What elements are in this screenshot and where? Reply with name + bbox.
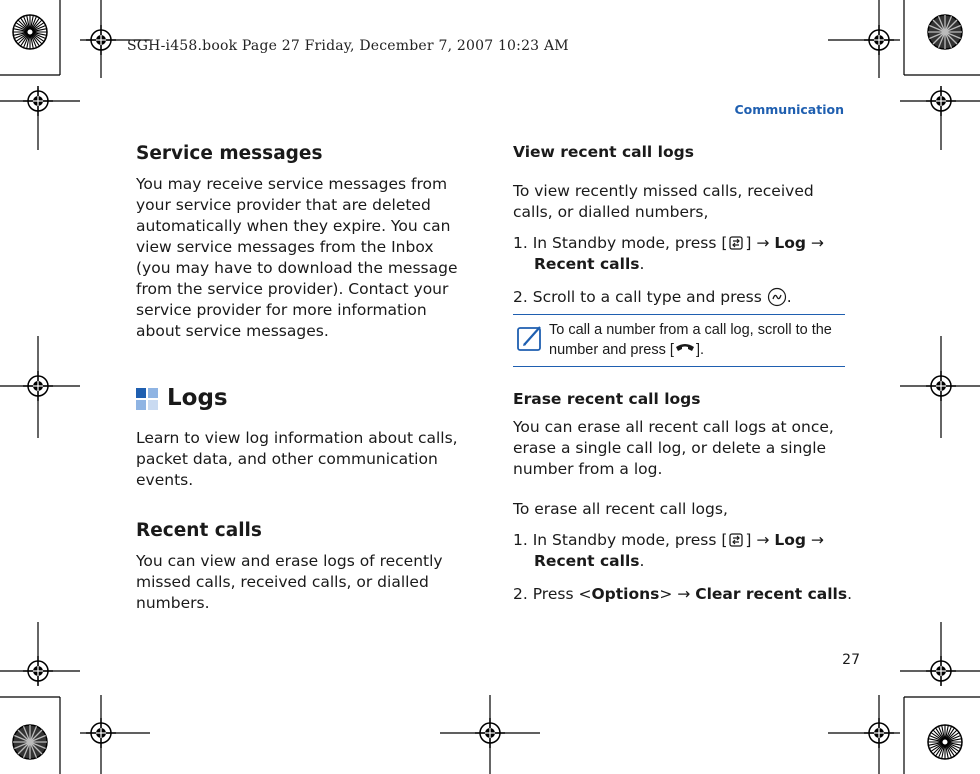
recent-calls-body: You can view and erase logs of recently missed calls, received calls, or dialled numbers. [136,552,443,612]
erase-logs-title: Erase recent call logs [513,390,701,408]
view-logs-intro: To view recently missed calls, received calls, or dialled numbers, [513,182,814,221]
tip-note [513,314,845,367]
call-key-icon [674,342,696,356]
erase-logs-step-2: 2. Press <Options> → Clear recent calls. [513,585,853,603]
service-messages-body: You may receive service messages from your service provider that are deleted automatically when they expire. You can view service messages from the Inbox (you may have to download the message from the service provider). Contact your service provider for more information about service messages. [136,175,458,340]
menu-key-icon [727,235,745,251]
page-number: 27 [842,652,860,668]
erase-logs-intro: You can erase all recent call logs at once, erase a single call log, or delete a single number from a log. [513,418,834,478]
view-logs-title: View recent call logs [513,143,694,161]
confirm-key-icon [767,287,787,307]
logs-title: Logs [167,385,228,411]
erase-logs-step-1: 1. In Standby mode, press [ ] → Log → Recent calls. [513,531,824,570]
view-logs-step-2: 2. Scroll to a call type and press . [513,288,792,306]
menu-key-icon [727,532,745,548]
view-logs-step-1: 1. In Standby mode, press [ ] → Log → Recent calls. [513,234,824,273]
note-pencil-icon [516,324,544,352]
print-info-line: SGH-i458.book Page 27 Friday, December 7, 2007 10:23 AM [127,38,569,54]
section-label: Communication [734,102,844,117]
service-messages-title: Service messages [136,143,323,164]
logs-section-icon [136,388,158,410]
tip-note-text: To call a number from a call log, scroll to the number and press [ ]. [549,322,832,358]
erase-logs-lead: To erase all recent call logs, [513,500,728,518]
logs-body: Learn to view log information about calls, packet data, and other communication events. [136,429,458,489]
recent-calls-title: Recent calls [136,520,262,541]
